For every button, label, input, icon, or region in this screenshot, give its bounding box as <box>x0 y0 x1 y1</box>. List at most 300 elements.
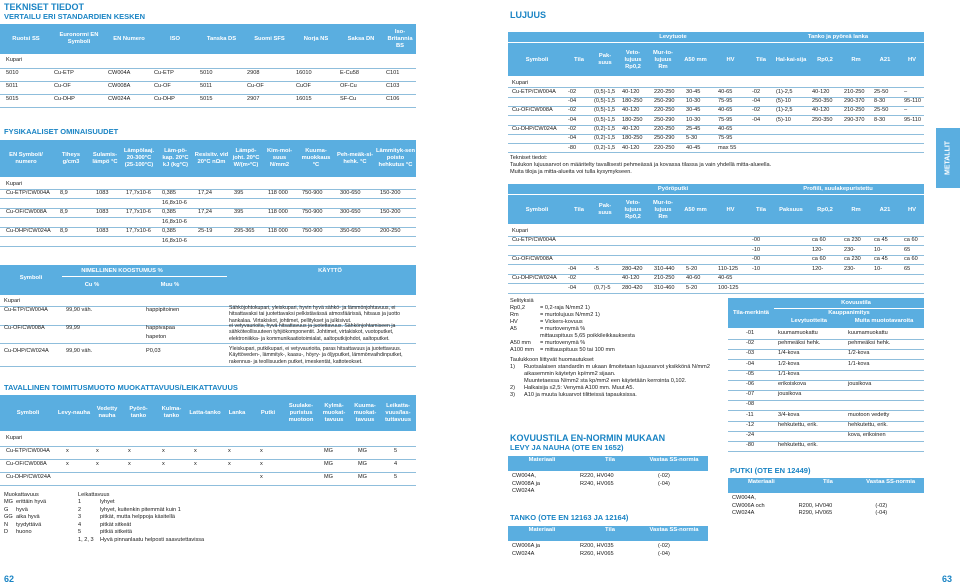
table-cell: 40-65 <box>718 275 733 281</box>
kov-other: jousikova <box>848 381 872 387</box>
table-cell: 300-650 <box>340 190 361 196</box>
table-cell: -10 <box>752 246 761 253</box>
table-cell: Cu-OF/CW008A <box>512 107 553 114</box>
column-header: Tila <box>822 479 833 485</box>
table-cell: x <box>228 447 231 454</box>
table-cell: 5-30 <box>686 135 698 142</box>
kov-code: -04 <box>746 360 755 367</box>
column-header: Tanska DS <box>206 35 237 42</box>
explanation-value: = 0,2-raja N/mm2 1) <box>540 305 590 311</box>
kov-head-0: Tila-merkintä <box>728 310 774 317</box>
column-header: Norja NS <box>303 35 329 42</box>
footnote-row <box>510 378 715 385</box>
kov-other: hehkutettu, erik. <box>848 421 888 428</box>
column-header: Hal-kai-sija <box>775 56 807 63</box>
table-cell: (-02) <box>875 502 888 509</box>
row-divider <box>0 68 416 69</box>
putki-title: PUTKI (OTE EN 12449) <box>730 466 811 475</box>
row-divider <box>508 106 924 107</box>
column-header: Kim-moi-suus N/mm2 <box>266 148 293 168</box>
row-divider <box>728 400 924 401</box>
row-divider <box>0 246 416 247</box>
column-header: Rp0,2 <box>817 206 833 213</box>
table-cell: -02 <box>568 275 577 281</box>
table-cell: -02 <box>568 126 577 132</box>
table-cell: x <box>194 447 197 454</box>
explanation-key: A100 mm <box>510 347 534 353</box>
row-divider <box>0 485 416 486</box>
table-cell: 40-65 <box>718 107 733 114</box>
row-divider <box>0 94 416 95</box>
table-cell: 0,385 <box>162 209 176 215</box>
table-cell: 8,9 <box>60 228 68 234</box>
explanation-value: = murtovenymä % <box>540 326 586 332</box>
legend-code: 1 <box>78 499 82 505</box>
kov-other: kuumamuokattu <box>848 330 888 336</box>
table-cell: x <box>194 460 197 467</box>
column-header: Ruotsi SS <box>12 35 40 42</box>
table-cell: 395 <box>234 190 244 196</box>
table-cell: 17,7x10-6 <box>126 209 151 215</box>
row-divider <box>0 217 416 218</box>
table-cell: Cu-ETP/CW004A <box>512 237 556 243</box>
footnote-text: Halkaisija ≤2,5: Venymä A100 mm. Muut A5. <box>524 385 635 391</box>
table-cell: R260, HV065 <box>580 550 614 557</box>
column-header: Latta-tanko <box>189 409 221 416</box>
explanation-key: Rp0,2 <box>510 305 525 311</box>
table-cell: 40-120 <box>622 275 640 281</box>
column-header: Resisitv. vid 20°C nΩm <box>194 151 229 165</box>
legend-code: GG <box>4 514 13 520</box>
column-header: Vastaa SS-normia <box>866 479 916 485</box>
table-cell: x <box>162 460 165 467</box>
table-cell: 75-95 <box>718 116 733 123</box>
row-divider <box>0 236 416 237</box>
table-cell: 395 <box>234 209 244 215</box>
legend-text: Hyvä pinnanlaatu helposti saavutettavissa <box>100 536 205 543</box>
column-header: Leikatta-vuus/las-tuttavuus <box>384 402 412 423</box>
column-header: Veto-lujuus Rp0,2 <box>624 49 642 70</box>
table-cell: 0,385 <box>162 228 176 234</box>
column-header: Pak-suus <box>598 203 612 216</box>
table-cell: Cu-OF/CW008A <box>512 256 553 262</box>
column-header: Sulamis-lämpö °C <box>92 151 118 165</box>
table-cell: 8-30 <box>874 116 886 123</box>
kov-code: -02 <box>746 340 755 347</box>
table-cell: 40-120 <box>622 107 640 114</box>
kov-code: -08 <box>746 401 755 408</box>
kov-code: -12 <box>746 421 755 428</box>
column-header: Lämmityk-sen poisto hehkutus °C <box>376 148 415 168</box>
legend-text: huono <box>16 529 32 535</box>
table-cell: CW006A ja <box>512 543 540 549</box>
legend-text: aika hyvä <box>16 514 40 520</box>
table-cell: – <box>904 88 908 95</box>
table-cell: 5010 <box>6 69 19 76</box>
comp-group-header: NIMELLINEN KOOSTUMUS % <box>62 268 182 275</box>
column-header: HV <box>726 206 735 213</box>
column-header: Symboli <box>525 56 549 63</box>
table-cell: Cu-OF <box>54 82 71 89</box>
table-cell: x <box>260 447 263 454</box>
table-cell: 250-350 <box>812 98 833 105</box>
kov-sheet: pehmeäksi hehk. <box>778 340 821 347</box>
table-cell: 120- <box>812 265 824 272</box>
table-cell: (0,2)-1,5 <box>594 126 616 132</box>
column-header: Rm <box>851 206 861 213</box>
table-cell: 16015 <box>296 95 312 102</box>
table-cell: (1)-2,5 <box>776 107 793 114</box>
legend-code: 4 <box>78 521 82 528</box>
row-divider <box>508 134 924 135</box>
table-cell: 16,8x10-6 <box>162 237 187 244</box>
explanation-key: A5 <box>510 326 517 332</box>
column-header: Materiaali <box>528 457 556 463</box>
table-cell: 16,8x10-6 <box>162 218 187 225</box>
kov-head-2: Levytuotteita <box>774 318 844 325</box>
kov-head-1: Kauppanimitys <box>774 310 924 317</box>
table-cell: Cu-DHP/CW024A <box>6 473 51 480</box>
explanation-key: Rm <box>510 312 519 318</box>
table-cell: 8,9 <box>60 209 68 215</box>
page-number-left: 62 <box>4 574 15 584</box>
table-cell: CuOF <box>296 82 311 89</box>
table-cell: 750-900 <box>302 190 323 196</box>
footnote-row <box>510 364 715 378</box>
column-header: Symboli <box>16 409 40 416</box>
table-cell: Cu-OF <box>247 82 264 89</box>
kov-sheet: jousikova <box>778 391 802 398</box>
kov-code: -07 <box>746 391 755 398</box>
table-cell: -80 <box>568 144 577 151</box>
column-header: EN Numero <box>113 35 145 42</box>
table-cell: -00 <box>752 237 761 243</box>
explanation-value: = murtovenymä % <box>540 340 586 346</box>
legend-text: lyhyet <box>100 499 115 505</box>
table-cell: C101 <box>386 69 400 76</box>
kov-other: pehmeäksi hehk. <box>848 340 891 347</box>
en-norm-subtitle: LEVY JA NAUHA (OTE EN 1652) <box>510 443 624 452</box>
column-header: Vastaa SS-normia <box>649 527 699 533</box>
legend-text: hyvä <box>16 506 28 513</box>
legend-text: erittäin hyvä <box>16 499 47 505</box>
table-cell: 65 <box>904 246 911 253</box>
row-divider <box>508 87 924 88</box>
row-divider <box>728 421 924 422</box>
table-cell: CW024A <box>512 550 535 557</box>
explanation-row <box>510 326 715 333</box>
explanation-row <box>510 312 715 319</box>
table-cell: Kupari <box>512 227 529 234</box>
kov-other: 1/1-kova <box>848 360 870 367</box>
table-cell: 5 <box>394 473 398 480</box>
footnote-row <box>510 385 715 392</box>
table-cell: 310-440 <box>654 265 675 272</box>
legend-code: G <box>4 506 9 513</box>
table-cell: Cu-OF/CW008A <box>6 209 47 215</box>
table-cell: Cu-ETP <box>54 69 74 76</box>
table-cell: 8-30 <box>874 98 886 105</box>
composition-table <box>0 265 416 363</box>
table-cell: Cu-DHP/CW024A <box>512 126 557 132</box>
table-cell: 2907 <box>247 95 260 102</box>
table-cell: CW024A <box>512 488 535 494</box>
page-number-right: 63 <box>942 574 953 584</box>
table-cell: 25-50 <box>874 88 889 95</box>
table-cell: 40-120 <box>622 126 640 132</box>
row-divider <box>508 255 924 256</box>
row-divider <box>508 236 924 237</box>
comp-symbol: Cu-OF/CW008A <box>4 325 45 331</box>
column-header: Lämpö-joht. 20°C W/(m•°C) <box>232 148 260 168</box>
table-cell: 230- <box>844 246 856 253</box>
table-cell: 250-290 <box>654 98 675 105</box>
table-cell: 65 <box>904 265 911 272</box>
row-divider <box>728 370 924 371</box>
row-divider <box>728 431 924 432</box>
table-cell: 40-120 <box>812 88 830 95</box>
table-cell: -04 <box>752 116 761 123</box>
row-divider <box>0 107 416 108</box>
kov-sheet: kuumamuokattu <box>778 330 818 336</box>
table-cell: 40-65 <box>718 88 733 95</box>
table-cell: 5015 <box>200 95 213 102</box>
table-cell: 25-50 <box>874 107 889 114</box>
table-cell: 75-95 <box>718 135 733 142</box>
row-divider <box>728 451 924 452</box>
table-cell: 250-290 <box>654 135 675 142</box>
footnotes-title: Taulukkoon liittyvät huomautukset <box>510 357 594 363</box>
tube-table <box>508 184 924 294</box>
column-header: Vastaa SS-normia <box>649 457 699 463</box>
kov-sheet: hehkutettu, erik. <box>778 421 818 428</box>
column-header: Mur-to-lujuus Rm <box>653 199 673 220</box>
lujuus-title: LUJUUS <box>510 10 547 20</box>
column-header: Kuuma-muokkaus °C <box>301 148 331 168</box>
row-divider <box>508 125 924 126</box>
table-cell: x <box>162 447 165 454</box>
explanation-row <box>510 319 715 326</box>
table-cell: ca 60 <box>904 256 918 262</box>
table-cell: 220-250 <box>654 126 675 132</box>
delivery-table <box>0 395 416 487</box>
table-cell: 40-120 <box>622 88 640 95</box>
comp-cu: 99,90 väh. <box>66 307 93 313</box>
table-cell: 150-200 <box>380 209 401 215</box>
explanations-title: Selityksiä <box>510 298 534 304</box>
table-cell: R290, HV065 <box>798 510 833 516</box>
column-header: Pak-suus <box>598 53 612 66</box>
table-cell: (-02) <box>658 473 670 479</box>
legend-text: pitkät, mutta helppoja käsitellä <box>100 514 175 520</box>
table-cell: 280-420 <box>622 284 643 291</box>
table-cell: MG <box>324 460 334 467</box>
kov-code: -11 <box>746 411 754 418</box>
table-cell: (0,5)-1,5 <box>594 107 616 114</box>
row-divider <box>0 227 416 228</box>
table-cell: 220-250 <box>654 107 675 114</box>
table-cell: 290-370 <box>844 98 865 105</box>
column-header: Tila <box>756 206 766 213</box>
row-divider <box>508 245 924 246</box>
column-header: Levy-nauha <box>57 409 91 416</box>
table-cell: ca 45 <box>874 237 888 243</box>
column-header: Kylmä-muokat-tavuus <box>322 402 346 423</box>
table-cell: 17,24 <box>198 209 212 215</box>
row-divider <box>0 189 416 190</box>
table-cell: ca 60 <box>812 256 826 262</box>
table-cell: (-04) <box>658 480 670 487</box>
table-cell: 290-370 <box>844 116 865 123</box>
column-header: HV <box>907 206 917 213</box>
table-cell: ca 45 <box>874 256 888 262</box>
row-divider <box>508 97 924 98</box>
table-cell: -5 <box>594 265 599 272</box>
table-cell: -04 <box>568 135 577 142</box>
table-cell: Cu-DHP <box>154 95 175 102</box>
kov-sheet: hehkutettu, erik. <box>778 442 818 449</box>
table-cell: 280-420 <box>622 265 643 272</box>
explanation-row <box>510 333 715 340</box>
table-cell: (-04) <box>875 510 888 516</box>
column-header: Lämpölaaj. 20-300°C (25-100°C) <box>123 148 155 168</box>
legend-code: MG <box>4 499 14 505</box>
row-divider <box>508 283 924 284</box>
kov-sheet: 1/4-kova <box>778 350 800 357</box>
kov-code: -06 <box>746 381 755 387</box>
table-cell: 95-110 <box>904 116 922 123</box>
column-header: Saksa DN <box>347 35 375 42</box>
comp-symbol: Kupari <box>4 298 21 304</box>
explanation-value: = mittauspituus 50 tai 100 mm <box>540 347 615 353</box>
table-cell: C106 <box>386 95 400 102</box>
table-cell: 2908 <box>247 69 260 76</box>
table-cell: Cu-ETP/CW004A <box>6 190 50 196</box>
kov-other: 1/2-kova <box>848 350 870 357</box>
row-divider <box>728 390 924 391</box>
table-cell: CW024A <box>108 95 131 102</box>
kov-sheet: erikoiskova <box>778 381 806 387</box>
kov-other: muotoon vedetty <box>848 411 890 418</box>
explanation-value: mittauspituus 5,65 poikkileikkauksesta <box>540 333 635 339</box>
column-header: A50 mm <box>684 56 707 63</box>
table-cell: MG <box>324 473 334 480</box>
column-header: Kuuma-muokat-tavuus <box>353 402 377 423</box>
row-divider <box>0 366 416 367</box>
physical-title: FYSIKAALISET OMINAISUUDET <box>4 127 119 136</box>
table-cell: 5011 <box>6 82 19 89</box>
page-subtitle: VERTAILU ERI STANDARDIEN KESKEN <box>4 12 145 21</box>
table-cell: – <box>904 107 908 114</box>
note-line-1: Tekniset tiedot: <box>510 155 548 161</box>
table-cell: -02 <box>568 107 577 114</box>
table-cell: (0,5)-1,5 <box>594 98 616 105</box>
row-divider <box>508 115 924 116</box>
footnote-text: Muuntetaessa N/mm2 sta kp/mm2 een käytetään kerrointa 0,102. <box>524 378 687 384</box>
row-divider <box>508 143 924 144</box>
comp-use: ei vetyvaurioita, hyvä hitsattavuus ja juotettavuus. Sähkönjohtamiseen ja sähköteollisuuteen tyhjiökomponentit. Johtimet, virtakiskot, vuotoputket, elektroniikka- ja kommunikaatiotoimialat, aaltoputkijohdot, aaltoputket. <box>229 323 396 342</box>
table-cell: 40-65 <box>718 126 733 132</box>
table-cell: 16,8x10-6 <box>162 199 187 206</box>
comp-muu-header: Muu % <box>140 282 200 289</box>
table-cell: Cu-DHP/CW024A <box>512 275 557 281</box>
footnote-row <box>510 392 715 399</box>
hardness-table <box>728 298 924 458</box>
table-cell: MG <box>358 447 368 454</box>
legend-text: pitkiä sitkeitä <box>100 529 133 535</box>
footnote-mark: 3) <box>510 392 515 398</box>
table-cell: 10-30 <box>686 116 701 123</box>
table-cell: 40-45 <box>686 144 701 151</box>
work-title-text: MUOKATTAVUUS/LEIKATTAVUUS <box>117 383 238 392</box>
footnote-text: A10 ja muuta lukuarvot tilitteissä tapauksissa. <box>524 392 637 398</box>
row-divider <box>728 380 924 381</box>
table-cell: 25-45 <box>686 126 701 132</box>
table-cell: 95-110 <box>904 98 922 105</box>
table-cell: R200, HV040 <box>798 502 833 509</box>
table-cell: (0,2)-1,5 <box>594 135 616 142</box>
column-header: Rp0,2 <box>817 56 833 63</box>
table-cell: E-Cu58 <box>340 69 359 76</box>
note-line-3: Muita tiloja ja mitta-alueita voi tulla kysymykseen. <box>510 169 632 175</box>
comp-use-header: KÄYTTÖ <box>280 268 380 275</box>
row-divider <box>0 343 416 344</box>
legend-code: N <box>4 521 9 528</box>
row-divider <box>508 152 924 153</box>
explanation-row <box>510 305 715 312</box>
table-cell: 8,9 <box>60 190 68 196</box>
physical-table <box>0 140 416 245</box>
legend-text: pitkät sitkeät <box>100 521 132 528</box>
table-cell: R200, HV035 <box>580 543 614 549</box>
table-cell: CW006A och <box>732 502 765 509</box>
table-cell: 10-30 <box>686 98 701 105</box>
column-header: Materiaali <box>747 479 775 485</box>
table-cell: 295-365 <box>234 228 255 234</box>
side-tab-label: METALLIT <box>944 140 952 176</box>
row-divider <box>508 274 924 275</box>
column-header: Paksuus <box>779 206 803 213</box>
column-header: Tila <box>574 56 584 63</box>
row-divider <box>508 264 924 265</box>
table-cell: (-04) <box>658 550 670 557</box>
comp-symbol: Cu-DHP/CW024A <box>4 348 49 354</box>
row-divider <box>728 441 924 442</box>
table-cell: 17,7x10-6 <box>126 190 151 196</box>
kov-code: -05 <box>746 370 755 377</box>
table-cell: 118 000 <box>268 228 288 234</box>
legend-text: tyydyttävä <box>16 521 42 528</box>
table-cell: R220, HV040 <box>580 473 614 479</box>
table-cell: CW004A, <box>732 495 756 501</box>
table-cell: Cu-DHP/CW024A <box>6 228 51 234</box>
trade-title <box>4 383 238 392</box>
table-cell: 40-120 <box>622 144 640 151</box>
legend-title-workability: Muokattavuus <box>4 492 39 498</box>
column-header: Suomi SFS <box>254 35 285 42</box>
comp-symbol-header: Symboli <box>0 275 62 282</box>
table-cell: 210-250 <box>654 275 675 281</box>
kov-head-3: Muita muototavaroita <box>844 318 924 325</box>
table-cell: 250-290 <box>654 116 675 123</box>
table-cell: Cu-ETP/CW004A <box>6 447 50 454</box>
table-cell: x <box>96 460 99 467</box>
table-cell: (1)-2,5 <box>776 88 793 95</box>
technical-note <box>510 155 930 176</box>
legend-code: 5 <box>78 529 82 535</box>
table-cell: -04 <box>752 98 761 105</box>
row-divider <box>728 339 924 340</box>
